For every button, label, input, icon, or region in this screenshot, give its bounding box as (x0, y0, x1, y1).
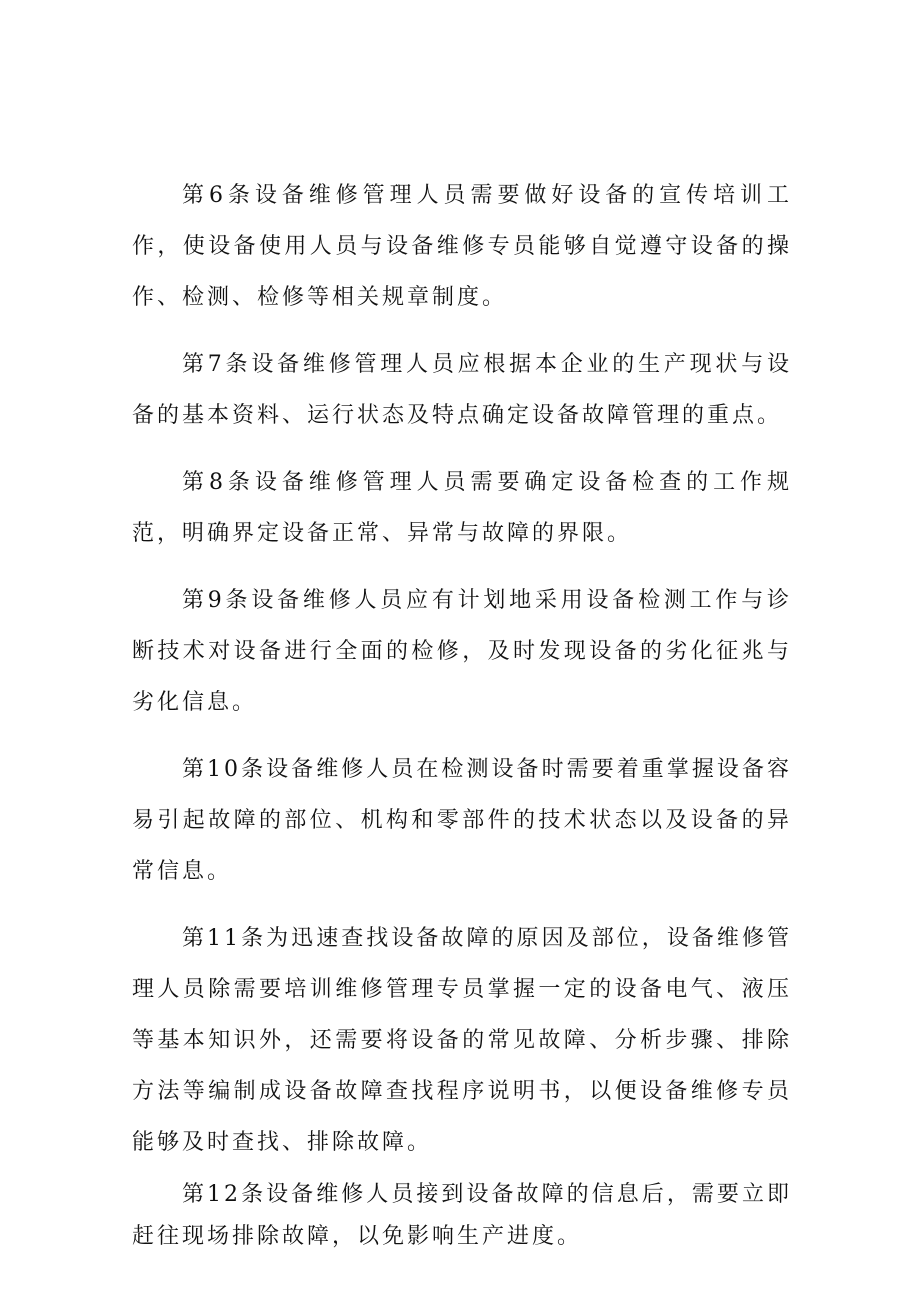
article-12-paragraph: 第12条设备维修人员接到设备故障的信息后，需要立即赶往现场排除故障，以免影响生产进度。 (132, 1182, 792, 1249)
document-body (132, 170, 792, 1274)
article-6-paragraph: 第6条设备维修管理人员需要做好设备的宣传培训工作，使设备使用人员与设备维修专员能够自觉遵守设备的操作、检测、检修等相关规章制度。 (132, 183, 792, 310)
article-10-paragraph: 第10条设备维修人员在检测设备时需要着重掌握设备容易引起故障的部位、机构和零部件的技术状态以及设备的异常信息。 (132, 757, 792, 884)
article-8-paragraph: 第8条设备维修管理人员需要确定设备检查的工作规范，明确界定设备正常、异常与故障的界限。 (132, 470, 792, 546)
article-7-paragraph: 第7条设备维修管理人员应根据本企业的生产现状与设备的基本资料、运行状态及特点确定设备故障管理的重点。 (132, 352, 792, 428)
article-9-paragraph: 第9条设备维修人员应有计划地采用设备检测工作与诊断技术对设备进行全面的检修，及时发现设备的劣化征兆与劣化信息。 (132, 588, 792, 715)
article-11-paragraph: 第11条为迅速查找设备故障的原因及部位，设备维修管理人员除需要培训维修管理专员掌握一定的设备电气、液压等基本知识外，还需要将设备的常见故障、分析步骤、排除方法等编制成设备故障查找程序说明书，以便设备维修专员能够及时查找、排除故障。 (132, 926, 792, 1155)
